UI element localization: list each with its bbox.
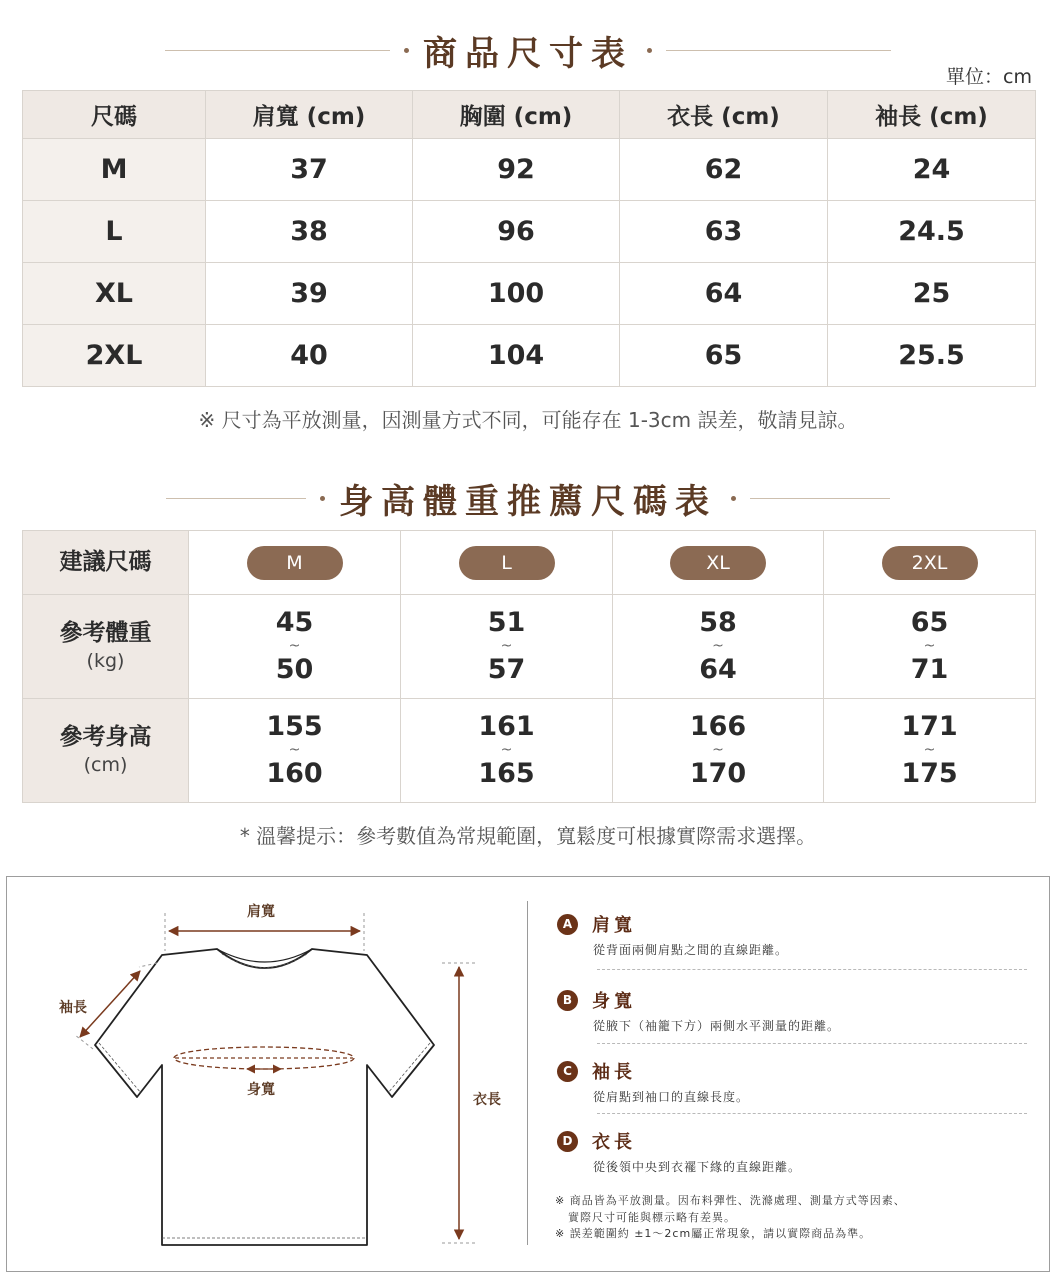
legend-desc: 從後領中央到衣襬下緣的直線距離。 [593,1160,802,1174]
length-label: 衣長 [473,1092,501,1108]
header-chest: 胸圍 (cm) [413,91,620,139]
size-chart-note: ※ 尺寸為平放測量，因測量方式不同，可能存在 1-3cm 誤差，敬請見諒。 [198,408,858,432]
range-cell [613,699,824,803]
size-pill-cell [824,531,1036,595]
table-header-row [23,91,1036,139]
table-row [23,263,1036,325]
range-max: 50 [275,653,314,685]
value-cell: 65 [620,325,828,387]
range-tilde: ~ [712,742,724,759]
size-pill-cell [401,531,613,595]
size-pill-cell [613,531,824,595]
recommend-chart-note: * 溫馨提示：參考數值為常規範圍，寬鬆度可根據實際需求選擇。 [239,824,817,848]
legend-name: 身寬 [592,991,636,1012]
value-cell: 64 [620,263,828,325]
height-row [23,699,1036,803]
range-min: 65 [910,607,949,639]
recommend-chart-title-row [0,474,1056,523]
legend-desc: 從腋下（袖籠下方）兩側水平測量的距離。 [593,1019,841,1033]
title-rule-left [165,50,390,51]
range-cell [401,595,613,699]
value-cell: 104 [413,325,620,387]
weight-label: 參考體重 [59,620,152,647]
title-rule-right [750,498,890,499]
value-cell: 100 [413,263,620,325]
table-row [23,139,1036,201]
range-min: 161 [478,711,535,743]
weight-unit: (kg) [86,650,125,673]
range-min: 51 [487,607,526,639]
range-max: 71 [910,653,949,685]
range-min: 166 [689,711,747,743]
badge-d-icon: D [557,1131,578,1152]
measurement-diagram-panel [6,876,1050,1272]
value-cell: 24 [828,139,1036,201]
height-unit: (cm) [83,754,128,777]
badge-a-icon: A [557,914,578,935]
legend-item-sleeve [557,1058,1027,1105]
value-cell: 24.5 [828,201,1036,263]
size-pill-cell [189,531,401,595]
size-cell: M [23,139,206,201]
size-cell: 2XL [23,325,206,387]
value-cell: 38 [206,201,413,263]
table-header-row [23,531,1036,595]
tshirt-illustration [7,877,527,1273]
range-cell [613,595,824,699]
range-min: 45 [275,607,314,639]
header-recommended-size: 建議尺碼 [23,531,189,595]
range-cell [824,699,1036,803]
footnote-line: 實際尺寸可能與標示略有差異。 [568,1210,736,1224]
legend-name: 袖長 [592,1062,636,1083]
height-label: 參考身高 [59,724,152,751]
sleeve-guide-bottom [75,1035,93,1049]
title-rule-right [666,50,891,51]
size-pill: M [247,546,343,580]
range-tilde: ~ [500,638,513,655]
range-tilde: ~ [712,638,724,655]
value-cell: 63 [620,201,828,263]
header-length: 衣長 (cm) [620,91,828,139]
value-cell: 37 [206,139,413,201]
range-cell [824,595,1036,699]
title-dot-right [647,48,652,53]
range-max: 160 [266,757,323,789]
weight-row [23,595,1036,699]
value-cell: 96 [413,201,620,263]
value-cell: 92 [413,139,620,201]
range-max: 175 [901,757,958,789]
size-pill: 2XL [882,546,978,580]
range-tilde: ~ [923,742,936,759]
value-cell: 40 [206,325,413,387]
height-row-header [23,699,189,803]
size-pill: XL [670,546,766,580]
value-cell: 25 [828,263,1036,325]
range-tilde: ~ [500,742,513,759]
size-cell: L [23,201,206,263]
shoulder-label: 肩寬 [247,904,275,920]
legend-separator [597,1043,1027,1044]
range-max: 165 [478,757,535,789]
title-rule-left [166,498,306,499]
value-cell: 25.5 [828,325,1036,387]
recommend-chart-table [22,530,1036,803]
footnote-line: ※ 商品皆為平放測量。因布料彈性、洗滌處理、測量方式等因素、 [555,1194,906,1207]
range-max: 64 [699,653,737,685]
range-cell [189,595,401,699]
legend-separator [597,1113,1027,1114]
size-pill: L [459,546,555,580]
range-tilde: ~ [923,638,936,655]
sleeve-label: 袖長 [59,1000,87,1016]
diagram-divider [527,901,528,1245]
chest-label: 身寬 [247,1082,275,1098]
range-cell [401,699,613,803]
range-tilde: ~ [288,638,301,655]
title-dot-left [404,48,409,53]
title-dot-right [731,496,736,501]
title-dot-left [320,496,325,501]
value-cell: 39 [206,263,413,325]
unit-label: 單位：cm [946,66,1032,88]
size-chart-title-row [0,26,1056,75]
weight-row-header [23,595,189,699]
size-chart-title: 商品尺寸表 [423,34,633,74]
size-chart-table [22,90,1036,387]
legend-name: 衣長 [592,1132,636,1153]
legend-item-length [557,1128,1027,1175]
range-min: 58 [699,607,737,639]
range-min: 155 [266,711,323,743]
range-cell [189,699,401,803]
legend-desc: 從背面兩側肩點之間的直線距離。 [593,943,789,957]
range-max: 57 [487,653,526,685]
header-shoulder: 肩寬 (cm) [206,91,413,139]
recommend-chart-title: 身高體重推薦尺碼表 [339,482,717,522]
legend-desc: 從肩點到袖口的直線長度。 [593,1090,750,1104]
legend-item-shoulder [557,911,1027,958]
size-cell: XL [23,263,206,325]
badge-c-icon: C [557,1061,578,1082]
range-tilde: ~ [288,742,301,759]
table-row [23,325,1036,387]
value-cell: 62 [620,139,828,201]
badge-b-icon: B [557,990,578,1011]
legend-item-chest [557,987,1027,1034]
diagram-footnotes [555,1193,906,1243]
legend-name: 肩寬 [592,915,636,936]
header-sleeve: 袖長 (cm) [828,91,1036,139]
range-min: 171 [901,711,958,743]
header-size: 尺碼 [23,91,206,139]
range-max: 170 [689,757,747,789]
legend-separator [597,969,1027,970]
footnote-line: ※ 誤差範圍約 ±1～2cm屬正常現象，請以實際商品為準。 [555,1227,872,1240]
table-row [23,201,1036,263]
